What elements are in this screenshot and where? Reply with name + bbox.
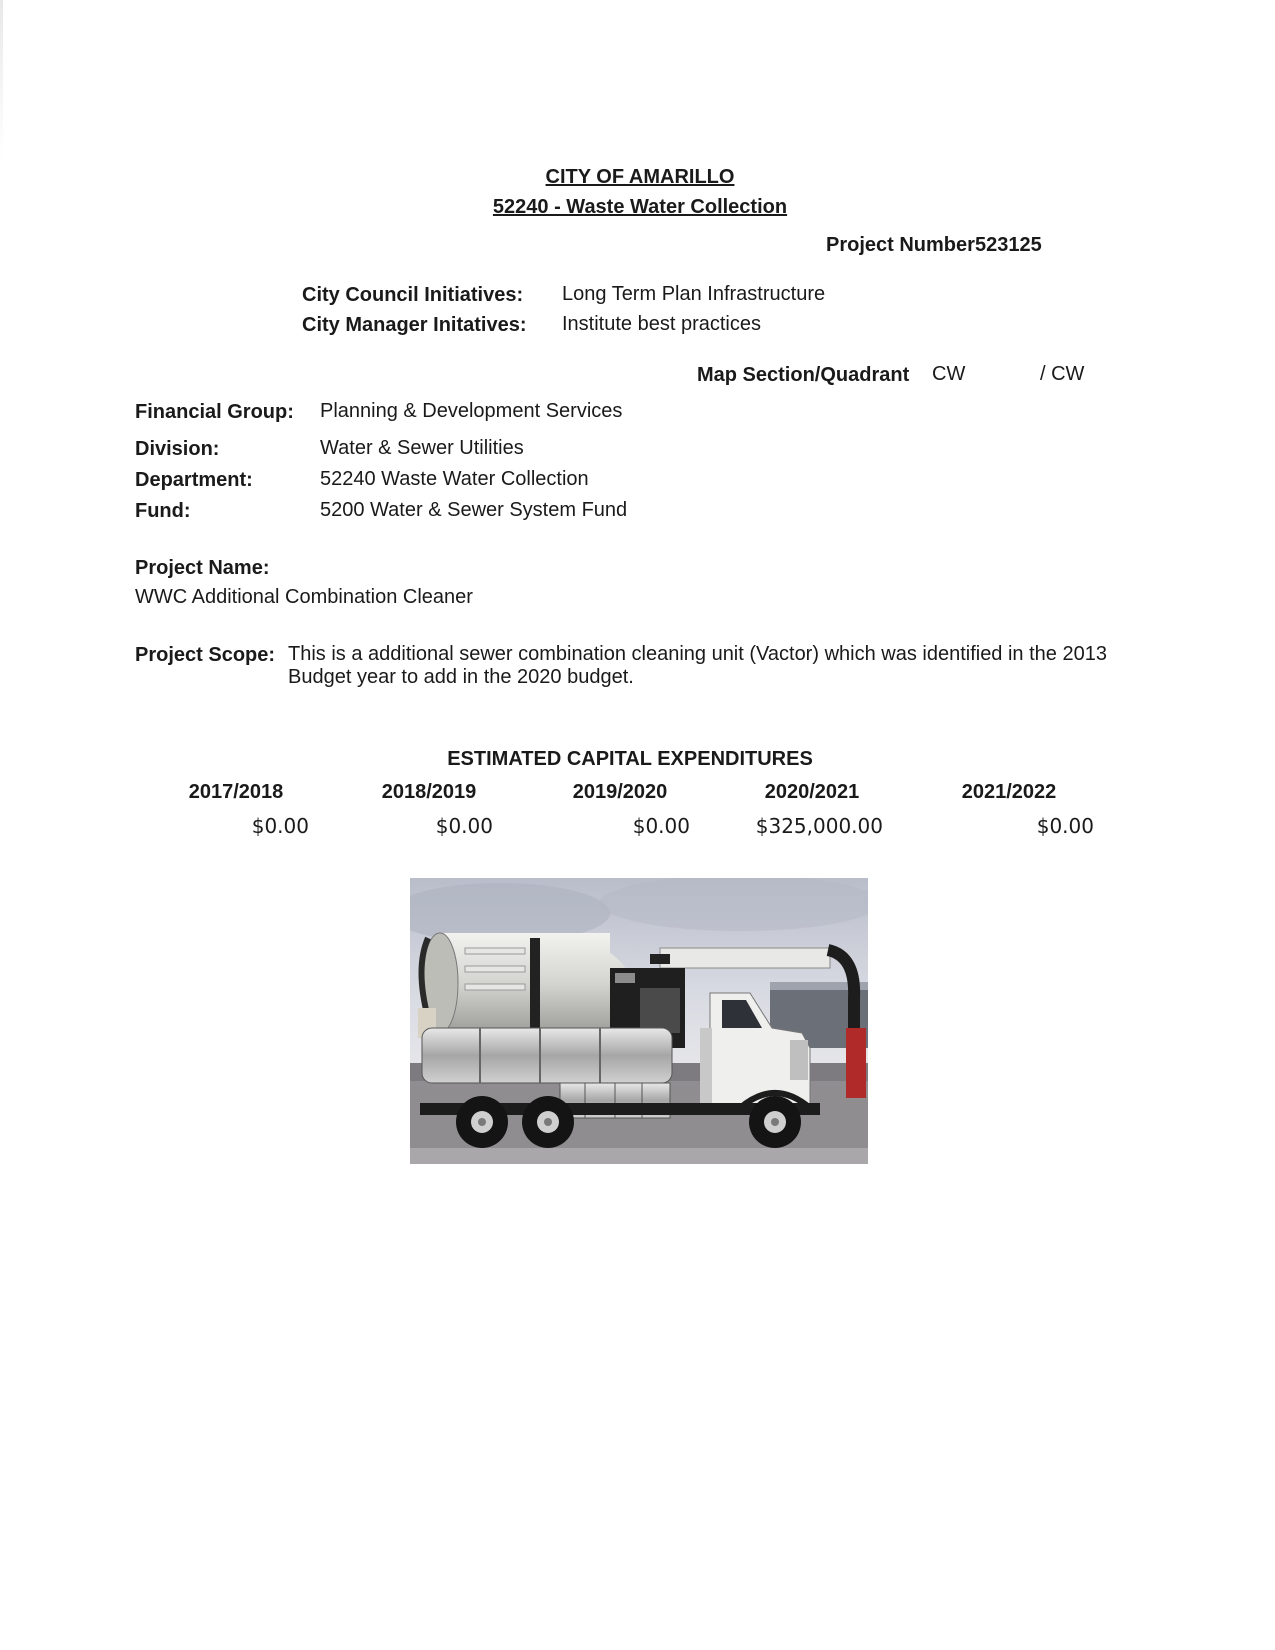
department-subtitle: 52240 - Waste Water Collection [492, 196, 788, 218]
division-value: Water & Sewer Utilities [320, 437, 524, 459]
financial-group-value: Planning & Development Services [320, 400, 623, 422]
project-number-label: Project Number [826, 234, 975, 256]
amount-2019-2020: $0.00 [632, 814, 690, 838]
map-quadrant-value: / CW [1040, 363, 1085, 385]
expenditures-title: ESTIMATED CAPITAL EXPENDITURES [447, 748, 813, 770]
project-number-value: 523125 [975, 234, 1042, 256]
year-2017-2018: 2017/2018 [188, 781, 284, 803]
scan-edge [0, 0, 3, 160]
year-2021-2022: 2021/2022 [961, 781, 1057, 803]
map-section-value: CW [932, 363, 966, 385]
council-initiatives-value: Long Term Plan Infrastructure [562, 283, 826, 305]
manager-initiatives-label: City Manager Initatives: [302, 314, 527, 336]
year-2019-2020: 2019/2020 [572, 781, 668, 803]
fund-label: Fund: [135, 500, 191, 522]
city-title: CITY OF AMARILLO [545, 166, 735, 188]
department-value: 52240 Waste Water Collection [320, 468, 589, 490]
fund-value: 5200 Water & Sewer System Fund [320, 499, 628, 521]
project-scope-line-1: This is a additional sewer combination cleaning unit (Vactor) which was identified in the 2013 [288, 643, 1107, 665]
amount-2017-2018: $0.00 [251, 814, 309, 838]
manager-initiatives-value: Institute best practices [562, 313, 761, 335]
amount-2020-2021: $325,000.00 [755, 814, 883, 838]
amount-2018-2019: $0.00 [435, 814, 493, 838]
year-2020-2021: 2020/2021 [764, 781, 860, 803]
map-section-label: Map Section/Quadrant [697, 364, 910, 386]
amount-2021-2022: $0.00 [1036, 814, 1094, 838]
financial-group-label: Financial Group: [135, 401, 294, 423]
department-label: Department: [135, 469, 253, 491]
project-name-value: WWC Additional Combination Cleaner [135, 586, 473, 608]
division-label: Division: [135, 438, 220, 460]
year-2018-2019: 2018/2019 [381, 781, 477, 803]
project-scope-line-2: Budget year to add in the 2020 budget. [288, 666, 634, 688]
project-scope-label: Project Scope: [135, 644, 276, 666]
truck-photo [410, 878, 868, 1164]
council-initiatives-label: City Council Initiatives: [302, 284, 524, 306]
project-name-label: Project Name: [135, 557, 270, 579]
